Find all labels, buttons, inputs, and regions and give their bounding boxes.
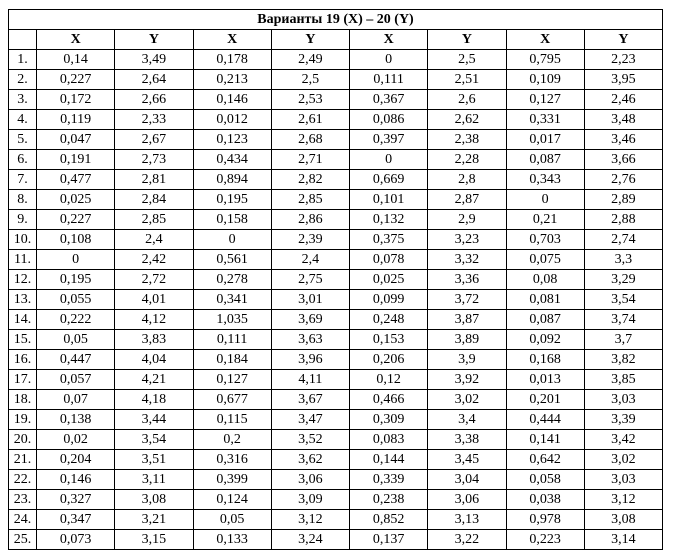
- table-row: [9, 50, 663, 70]
- y-value-cell: 2,72: [115, 270, 193, 290]
- x-value-cell: 0: [506, 190, 584, 210]
- row-number: 12.: [9, 270, 37, 290]
- table-row: [9, 170, 663, 190]
- x-value-cell: 0,05: [37, 330, 115, 350]
- column-header-y: Y: [428, 30, 506, 50]
- table-row: [9, 190, 663, 210]
- y-value-cell: 2,49: [271, 50, 349, 70]
- row-number: 8.: [9, 190, 37, 210]
- y-value-cell: 2,39: [271, 230, 349, 250]
- y-value-cell: 2,68: [271, 130, 349, 150]
- y-value-cell: 3,4: [428, 410, 506, 430]
- x-value-cell: 0,127: [506, 90, 584, 110]
- table-row: [9, 230, 663, 250]
- table-row: [9, 390, 663, 410]
- table-row: [9, 130, 663, 150]
- y-value-cell: 3,22: [428, 530, 506, 550]
- x-value-cell: 0,038: [506, 490, 584, 510]
- table-row: [9, 450, 663, 470]
- y-value-cell: 2,38: [428, 130, 506, 150]
- table-row: [9, 410, 663, 430]
- column-header-x: X: [37, 30, 115, 50]
- y-value-cell: 3,49: [115, 50, 193, 70]
- y-value-cell: 2,28: [428, 150, 506, 170]
- y-value-cell: 4,12: [115, 310, 193, 330]
- x-value-cell: 0,111: [350, 70, 428, 90]
- table-row: [9, 330, 663, 350]
- y-value-cell: 3,96: [271, 350, 349, 370]
- y-value-cell: 3,47: [271, 410, 349, 430]
- y-value-cell: 3,32: [428, 250, 506, 270]
- x-value-cell: 0,146: [37, 470, 115, 490]
- x-value-cell: 0,316: [193, 450, 271, 470]
- y-value-cell: 2,85: [115, 210, 193, 230]
- y-value-cell: 3,02: [428, 390, 506, 410]
- y-value-cell: 2,33: [115, 110, 193, 130]
- y-value-cell: 2,6: [428, 90, 506, 110]
- y-value-cell: 2,74: [584, 230, 662, 250]
- y-value-cell: 4,04: [115, 350, 193, 370]
- y-value-cell: 3,48: [584, 110, 662, 130]
- y-value-cell: 3,01: [271, 290, 349, 310]
- row-number: 9.: [9, 210, 37, 230]
- y-value-cell: 2,81: [115, 170, 193, 190]
- y-value-cell: 3,12: [271, 510, 349, 530]
- y-value-cell: 2,5: [271, 70, 349, 90]
- x-value-cell: 0,852: [350, 510, 428, 530]
- table-row: [9, 150, 663, 170]
- y-value-cell: 2,46: [584, 90, 662, 110]
- row-number: 7.: [9, 170, 37, 190]
- y-value-cell: 2,9: [428, 210, 506, 230]
- x-value-cell: 0,087: [506, 150, 584, 170]
- y-value-cell: 2,73: [115, 150, 193, 170]
- x-value-cell: 0,278: [193, 270, 271, 290]
- row-number: 24.: [9, 510, 37, 530]
- x-value-cell: 0,141: [506, 430, 584, 450]
- x-value-cell: 0,434: [193, 150, 271, 170]
- y-value-cell: 4,11: [271, 370, 349, 390]
- x-value-cell: 0,132: [350, 210, 428, 230]
- x-value-cell: 0,191: [37, 150, 115, 170]
- table-row: [9, 370, 663, 390]
- y-value-cell: 2,8: [428, 170, 506, 190]
- y-value-cell: 3,87: [428, 310, 506, 330]
- data-table: [8, 9, 663, 550]
- header-row: [9, 30, 663, 50]
- y-value-cell: 3,24: [271, 530, 349, 550]
- x-value-cell: 0,146: [193, 90, 271, 110]
- y-value-cell: 3,7: [584, 330, 662, 350]
- x-value-cell: 0,238: [350, 490, 428, 510]
- row-number-header: [9, 30, 37, 50]
- y-value-cell: 2,67: [115, 130, 193, 150]
- column-header-y: Y: [271, 30, 349, 50]
- y-value-cell: 2,4: [115, 230, 193, 250]
- x-value-cell: 0,669: [350, 170, 428, 190]
- x-value-cell: 0,05: [193, 510, 271, 530]
- x-value-cell: 0,137: [350, 530, 428, 550]
- x-value-cell: 0,677: [193, 390, 271, 410]
- x-value-cell: 0,124: [193, 490, 271, 510]
- table-row: [9, 290, 663, 310]
- column-header-x: X: [350, 30, 428, 50]
- y-value-cell: 3,14: [584, 530, 662, 550]
- title-row: [9, 10, 663, 30]
- x-value-cell: 0,204: [37, 450, 115, 470]
- row-number: 18.: [9, 390, 37, 410]
- row-number: 1.: [9, 50, 37, 70]
- y-value-cell: 3,89: [428, 330, 506, 350]
- x-value-cell: 0,025: [37, 190, 115, 210]
- y-value-cell: 2,53: [271, 90, 349, 110]
- column-header-x: X: [506, 30, 584, 50]
- table-row: [9, 270, 663, 290]
- row-number: 11.: [9, 250, 37, 270]
- x-value-cell: 0,172: [37, 90, 115, 110]
- y-value-cell: 3,82: [584, 350, 662, 370]
- x-value-cell: 0,347: [37, 510, 115, 530]
- x-value-cell: 0,14: [37, 50, 115, 70]
- x-value-cell: 0,168: [506, 350, 584, 370]
- x-value-cell: 0: [350, 150, 428, 170]
- y-value-cell: 4,21: [115, 370, 193, 390]
- row-number: 17.: [9, 370, 37, 390]
- x-value-cell: 0,309: [350, 410, 428, 430]
- y-value-cell: 3,03: [584, 470, 662, 490]
- y-value-cell: 2,88: [584, 210, 662, 230]
- y-value-cell: 3,09: [271, 490, 349, 510]
- x-value-cell: 0,206: [350, 350, 428, 370]
- y-value-cell: 3,06: [428, 490, 506, 510]
- y-value-cell: 2,51: [428, 70, 506, 90]
- table-row: [9, 250, 663, 270]
- x-value-cell: 0,795: [506, 50, 584, 70]
- y-value-cell: 3,39: [584, 410, 662, 430]
- x-value-cell: 0,099: [350, 290, 428, 310]
- x-value-cell: 0,21: [506, 210, 584, 230]
- x-value-cell: 0,08: [506, 270, 584, 290]
- x-value-cell: 0: [37, 250, 115, 270]
- x-value-cell: 0,101: [350, 190, 428, 210]
- y-value-cell: 3,63: [271, 330, 349, 350]
- y-value-cell: 2,87: [428, 190, 506, 210]
- y-value-cell: 3,69: [271, 310, 349, 330]
- x-value-cell: 0,327: [37, 490, 115, 510]
- y-value-cell: 2,84: [115, 190, 193, 210]
- row-number: 14.: [9, 310, 37, 330]
- x-value-cell: 0,057: [37, 370, 115, 390]
- y-value-cell: 3,67: [271, 390, 349, 410]
- row-number: 23.: [9, 490, 37, 510]
- x-value-cell: 0,081: [506, 290, 584, 310]
- x-value-cell: 0,07: [37, 390, 115, 410]
- y-value-cell: 2,66: [115, 90, 193, 110]
- y-value-cell: 2,76: [584, 170, 662, 190]
- row-number: 25.: [9, 530, 37, 550]
- y-value-cell: 3,9: [428, 350, 506, 370]
- row-number: 10.: [9, 230, 37, 250]
- x-value-cell: 0,119: [37, 110, 115, 130]
- x-value-cell: 0,12: [350, 370, 428, 390]
- y-value-cell: 3,52: [271, 430, 349, 450]
- y-value-cell: 2,71: [271, 150, 349, 170]
- y-value-cell: 3,66: [584, 150, 662, 170]
- row-number: 19.: [9, 410, 37, 430]
- x-value-cell: 0,477: [37, 170, 115, 190]
- row-number: 3.: [9, 90, 37, 110]
- row-number: 13.: [9, 290, 37, 310]
- row-number: 2.: [9, 70, 37, 90]
- y-value-cell: 2,64: [115, 70, 193, 90]
- row-number: 22.: [9, 470, 37, 490]
- table-body: [9, 50, 663, 550]
- table-row: [9, 90, 663, 110]
- row-number: 4.: [9, 110, 37, 130]
- y-value-cell: 2,42: [115, 250, 193, 270]
- x-value-cell: 0,466: [350, 390, 428, 410]
- y-value-cell: 3,95: [584, 70, 662, 90]
- y-value-cell: 3,15: [115, 530, 193, 550]
- y-value-cell: 3,51: [115, 450, 193, 470]
- y-value-cell: 3,62: [271, 450, 349, 470]
- table-row: [9, 70, 663, 90]
- x-value-cell: 0,399: [193, 470, 271, 490]
- x-value-cell: 0,227: [37, 210, 115, 230]
- x-value-cell: 0,083: [350, 430, 428, 450]
- x-value-cell: 0,375: [350, 230, 428, 250]
- row-number: 20.: [9, 430, 37, 450]
- x-value-cell: 0,2: [193, 430, 271, 450]
- y-value-cell: 3,74: [584, 310, 662, 330]
- x-value-cell: 0,397: [350, 130, 428, 150]
- x-value-cell: 0,058: [506, 470, 584, 490]
- table-row: [9, 110, 663, 130]
- x-value-cell: 0,111: [193, 330, 271, 350]
- x-value-cell: 0: [193, 230, 271, 250]
- x-value-cell: 0,213: [193, 70, 271, 90]
- x-value-cell: 0,02: [37, 430, 115, 450]
- y-value-cell: 3,03: [584, 390, 662, 410]
- y-value-cell: 3,29: [584, 270, 662, 290]
- x-value-cell: 0,108: [37, 230, 115, 250]
- table-row: [9, 350, 663, 370]
- table-title: Варианты 19 (X) – 20 (Y): [9, 10, 663, 30]
- y-value-cell: 3,54: [584, 290, 662, 310]
- x-value-cell: 0,341: [193, 290, 271, 310]
- y-value-cell: 2,75: [271, 270, 349, 290]
- y-value-cell: 3,45: [428, 450, 506, 470]
- x-value-cell: 0,978: [506, 510, 584, 530]
- y-value-cell: 4,18: [115, 390, 193, 410]
- y-value-cell: 3,21: [115, 510, 193, 530]
- y-value-cell: 3,04: [428, 470, 506, 490]
- table-row: [9, 490, 663, 510]
- column-header-y: Y: [584, 30, 662, 50]
- row-number: 15.: [9, 330, 37, 350]
- y-value-cell: 3,3: [584, 250, 662, 270]
- x-value-cell: 1,035: [193, 310, 271, 330]
- y-value-cell: 3,06: [271, 470, 349, 490]
- x-value-cell: 0,013: [506, 370, 584, 390]
- x-value-cell: 0,073: [37, 530, 115, 550]
- y-value-cell: 4,01: [115, 290, 193, 310]
- y-value-cell: 3,23: [428, 230, 506, 250]
- y-value-cell: 3,38: [428, 430, 506, 450]
- x-value-cell: 0,047: [37, 130, 115, 150]
- y-value-cell: 3,08: [584, 510, 662, 530]
- x-value-cell: 0,158: [193, 210, 271, 230]
- x-value-cell: 0,087: [506, 310, 584, 330]
- x-value-cell: 0,012: [193, 110, 271, 130]
- y-value-cell: 3,54: [115, 430, 193, 450]
- y-value-cell: 2,62: [428, 110, 506, 130]
- row-number: 16.: [9, 350, 37, 370]
- y-value-cell: 2,61: [271, 110, 349, 130]
- x-value-cell: 0,153: [350, 330, 428, 350]
- x-value-cell: 0,086: [350, 110, 428, 130]
- table-row: [9, 470, 663, 490]
- x-value-cell: 0,561: [193, 250, 271, 270]
- x-value-cell: 0,092: [506, 330, 584, 350]
- x-value-cell: 0,367: [350, 90, 428, 110]
- x-value-cell: 0,195: [37, 270, 115, 290]
- y-value-cell: 3,42: [584, 430, 662, 450]
- x-value-cell: 0,123: [193, 130, 271, 150]
- table-row: [9, 530, 663, 550]
- y-value-cell: 3,44: [115, 410, 193, 430]
- x-value-cell: 0: [350, 50, 428, 70]
- x-value-cell: 0,017: [506, 130, 584, 150]
- y-value-cell: 3,02: [584, 450, 662, 470]
- row-number: 6.: [9, 150, 37, 170]
- x-value-cell: 0,331: [506, 110, 584, 130]
- x-value-cell: 0,894: [193, 170, 271, 190]
- x-value-cell: 0,109: [506, 70, 584, 90]
- y-value-cell: 2,23: [584, 50, 662, 70]
- row-number: 5.: [9, 130, 37, 150]
- y-value-cell: 3,36: [428, 270, 506, 290]
- y-value-cell: 3,13: [428, 510, 506, 530]
- x-value-cell: 0,339: [350, 470, 428, 490]
- x-value-cell: 0,222: [37, 310, 115, 330]
- x-value-cell: 0,025: [350, 270, 428, 290]
- y-value-cell: 3,72: [428, 290, 506, 310]
- table-row: [9, 210, 663, 230]
- y-value-cell: 2,82: [271, 170, 349, 190]
- x-value-cell: 0,343: [506, 170, 584, 190]
- x-value-cell: 0,201: [506, 390, 584, 410]
- y-value-cell: 3,46: [584, 130, 662, 150]
- row-number: 21.: [9, 450, 37, 470]
- table-row: [9, 430, 663, 450]
- y-value-cell: 3,85: [584, 370, 662, 390]
- y-value-cell: 2,5: [428, 50, 506, 70]
- table-row: [9, 510, 663, 530]
- x-value-cell: 0,075: [506, 250, 584, 270]
- y-value-cell: 3,11: [115, 470, 193, 490]
- column-header-x: X: [193, 30, 271, 50]
- x-value-cell: 0,115: [193, 410, 271, 430]
- x-value-cell: 0,127: [193, 370, 271, 390]
- x-value-cell: 0,078: [350, 250, 428, 270]
- table-row: [9, 310, 663, 330]
- x-value-cell: 0,642: [506, 450, 584, 470]
- x-value-cell: 0,144: [350, 450, 428, 470]
- y-value-cell: 3,12: [584, 490, 662, 510]
- x-value-cell: 0,703: [506, 230, 584, 250]
- x-value-cell: 0,248: [350, 310, 428, 330]
- y-value-cell: 3,83: [115, 330, 193, 350]
- x-value-cell: 0,055: [37, 290, 115, 310]
- y-value-cell: 2,85: [271, 190, 349, 210]
- y-value-cell: 3,08: [115, 490, 193, 510]
- y-value-cell: 2,4: [271, 250, 349, 270]
- x-value-cell: 0,195: [193, 190, 271, 210]
- x-value-cell: 0,447: [37, 350, 115, 370]
- x-value-cell: 0,138: [37, 410, 115, 430]
- x-value-cell: 0,227: [37, 70, 115, 90]
- x-value-cell: 0,444: [506, 410, 584, 430]
- column-header-y: Y: [115, 30, 193, 50]
- y-value-cell: 2,89: [584, 190, 662, 210]
- x-value-cell: 0,184: [193, 350, 271, 370]
- x-value-cell: 0,223: [506, 530, 584, 550]
- y-value-cell: 2,86: [271, 210, 349, 230]
- x-value-cell: 0,133: [193, 530, 271, 550]
- x-value-cell: 0,178: [193, 50, 271, 70]
- y-value-cell: 3,92: [428, 370, 506, 390]
